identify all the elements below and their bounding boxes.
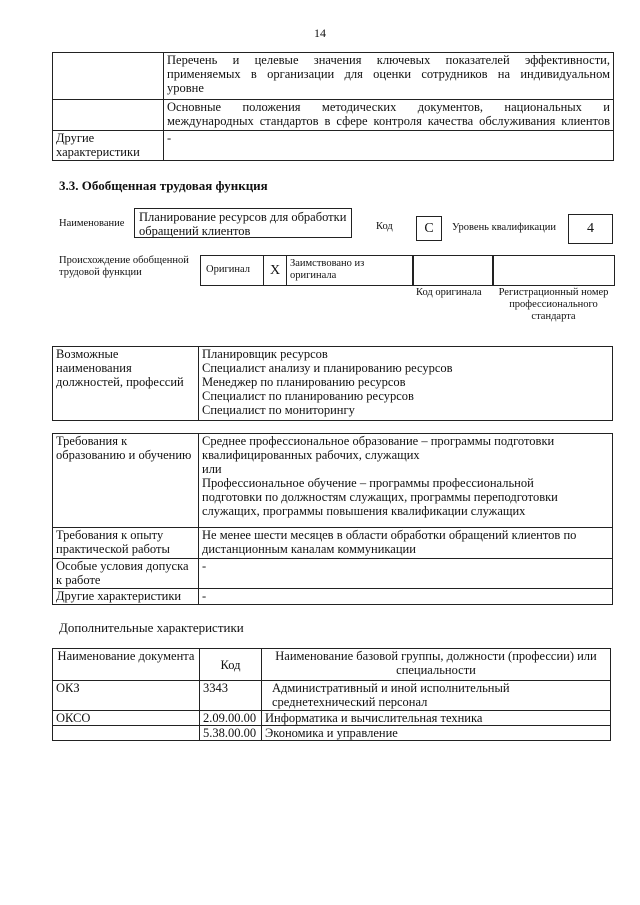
table-row-doc: ОКСО	[53, 711, 200, 726]
standards-line-1: Основные положения методических документов, национальных и	[167, 100, 610, 114]
origin-code-box	[412, 255, 494, 286]
table-row-name: Информатика и вычислительная техника	[262, 711, 611, 726]
top-table-cell-kpi	[164, 53, 614, 100]
top-table-cell-standards	[164, 100, 614, 131]
experience-value	[199, 528, 613, 559]
top-table-other-value: -	[164, 131, 614, 161]
education-line: Профессиональное обучение – программы профессиональной	[202, 476, 534, 490]
kpi-line-1: Перечень и целевые значения ключевых показателей эффективности,	[167, 53, 610, 67]
table-row-code: 5.38.00.00	[200, 726, 262, 741]
experience-line: Не менее шести месяцев в области обработки обращений клиентов по	[202, 528, 577, 542]
code-label: Код	[376, 221, 393, 232]
table-row-name: Административный и иной исполнительный среднетехнический персонал	[262, 681, 611, 711]
origin-reg-box	[492, 255, 615, 286]
origin-reg-caption: Регистрационный номер профессионального стандарта	[498, 287, 609, 322]
education-line: служащих, программы повышения квалификации служащих	[202, 504, 526, 518]
top-table-label-1	[53, 53, 164, 100]
original-mark: Х	[263, 256, 287, 285]
header-document: Наименование документа	[53, 649, 200, 681]
origin-box	[200, 255, 414, 286]
position-item: Специалист по планированию ресурсов	[202, 389, 414, 403]
additional-title: Дополнительные характеристики	[59, 620, 244, 635]
table-row-name: Экономика и управление	[262, 726, 611, 741]
education-line: или	[202, 462, 222, 476]
original-label: Оригинал	[206, 264, 250, 275]
name-label: Наименование	[59, 218, 125, 229]
table-row-code: 2.09.00.00	[200, 711, 262, 726]
header-code: Код	[200, 649, 262, 681]
position-item: Специалист анализу и планированию ресурсов	[202, 361, 453, 375]
positions-table	[52, 346, 613, 421]
table-row-code: 3343	[200, 681, 262, 711]
top-table-other-label: Другие характеристики	[53, 131, 164, 161]
education-line: Среднее профессиональное образование – программы подготовки	[202, 434, 555, 448]
positions-list	[199, 347, 613, 421]
education-label: Требования к образованию и обучению	[53, 434, 199, 528]
table-row-doc: ОКЗ	[53, 681, 200, 711]
level-value-box: 4	[568, 214, 613, 244]
positions-label: Возможные наименования должностей, профессий	[53, 347, 199, 421]
other-characteristics-value: -	[199, 589, 613, 605]
code-value-box: С	[416, 216, 442, 241]
standards-line-2: международных стандартов в сфере контроля качества обслуживания клиентов	[167, 114, 610, 128]
special-conditions-value: -	[199, 559, 613, 589]
page-number: 14	[314, 26, 326, 40]
requirements-table	[52, 433, 613, 605]
origin-code-caption: Код оригинала	[416, 287, 482, 298]
function-name-box: Планирование ресурсов для обработки обращений клиентов	[134, 208, 352, 238]
additional-table	[52, 648, 611, 741]
experience-label: Требования к опыту практической работы	[53, 528, 199, 559]
education-line: подготовки по должностям служащих, программы переподготовки	[202, 490, 558, 504]
borrowed-label: Заимствовано из оригинала	[290, 258, 365, 281]
kpi-line-3: уровне	[167, 81, 204, 95]
table-row-doc	[53, 726, 200, 741]
other-characteristics-label: Другие характеристики	[53, 589, 199, 605]
header-name: Наименование базовой группы, должности (профессии) или специальности	[262, 649, 611, 681]
position-item: Менеджер по планированию ресурсов	[202, 375, 406, 389]
section-title: 3.3. Обобщенная трудовая функция	[59, 178, 268, 193]
kpi-line-2: применяемых в организации для оценки сотрудников на индивидуальном	[167, 67, 610, 81]
position-item: Специалист по мониторингу	[202, 403, 355, 417]
top-characteristics-table	[52, 52, 614, 161]
origin-label: Происхождение обобщенной трудовой функции	[59, 255, 189, 278]
special-conditions-label: Особые условия допуска к работе	[53, 559, 199, 589]
education-value	[199, 434, 613, 528]
position-item: Планировщик ресурсов	[202, 347, 328, 361]
experience-line: дистанционным каналам коммуникации	[202, 542, 416, 556]
level-label: Уровень квалификации	[452, 222, 557, 233]
education-line: квалифицированных рабочих, служащих	[202, 448, 420, 462]
top-table-label-2	[53, 100, 164, 131]
